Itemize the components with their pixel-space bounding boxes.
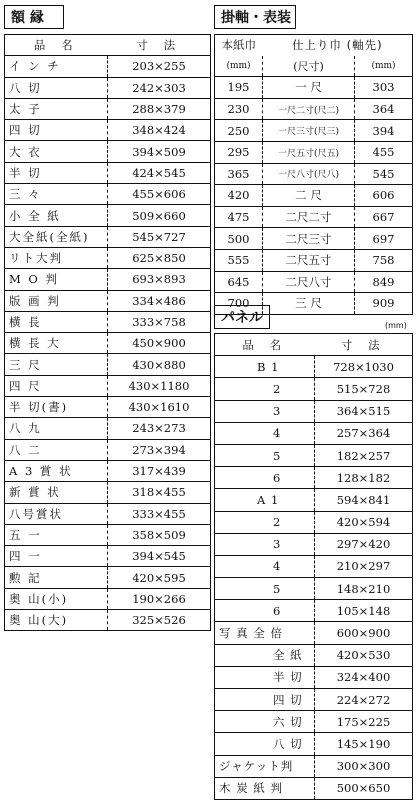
dimensions-cell: 455×606 — [108, 184, 211, 205]
dimensions-cell: 509×660 — [108, 205, 211, 226]
table-row — [215, 689, 413, 711]
base-width-cell: 295 — [215, 141, 263, 163]
table-row — [215, 578, 413, 600]
finished-width-cell: 606 — [355, 185, 413, 207]
item-name-cell: 半 切 — [215, 666, 315, 688]
dimensions-cell: 394×509 — [108, 141, 211, 162]
shakusun-cell: 一尺八寸(尺八) — [263, 163, 355, 185]
dimensions-cell: 333×455 — [108, 503, 211, 524]
dimensions-cell: 728×1030 — [315, 356, 413, 378]
dimensions-cell: 242×303 — [108, 77, 211, 98]
dimensions-cell: 243×273 — [108, 418, 211, 439]
finished-width-cell: 394 — [355, 120, 413, 142]
item-name-cell: 5 — [215, 578, 315, 600]
table-row — [215, 249, 413, 271]
table-header-row — [5, 35, 211, 56]
table-row — [5, 141, 211, 162]
item-name-cell: 横 長 — [5, 311, 108, 332]
table-row — [5, 354, 211, 375]
shakusun-cell: 一尺二寸(尺二) — [263, 98, 355, 120]
table-row — [215, 444, 413, 466]
table-row — [215, 228, 413, 250]
table-row — [215, 489, 413, 511]
finished-width-cell: 697 — [355, 228, 413, 250]
item-name-cell: 大全紙(全紙) — [5, 226, 108, 247]
dimensions-cell: 300×300 — [315, 755, 413, 777]
base-width-cell: 645 — [215, 271, 263, 293]
table-row — [215, 511, 413, 533]
table-row — [215, 622, 413, 644]
dimensions-cell: 175×225 — [315, 711, 413, 733]
table-row — [5, 397, 211, 418]
finished-width-cell: 364 — [355, 98, 413, 120]
item-name-cell: 八号賞状 — [5, 503, 108, 524]
header-item-name: 品 名 — [5, 35, 108, 56]
item-name-cell: リト大判 — [5, 247, 108, 268]
base-width-cell: 420 — [215, 185, 263, 207]
table-row — [5, 503, 211, 524]
table-row — [215, 555, 413, 577]
finished-width-cell: 849 — [355, 271, 413, 293]
table-row — [215, 600, 413, 622]
dimensions-cell: 500×650 — [315, 777, 413, 799]
dimensions-cell: 273×394 — [108, 439, 211, 460]
item-name-cell: 4 — [215, 555, 315, 577]
table-row — [5, 546, 211, 567]
table-row — [215, 533, 413, 555]
header-finished-width: 仕上り巾 (軸先) — [291, 38, 383, 53]
shakusun-cell: 二尺八寸 — [263, 271, 355, 293]
table-row — [5, 269, 211, 290]
base-width-cell: 230 — [215, 98, 263, 120]
dimensions-cell: 594×841 — [315, 489, 413, 511]
item-name-cell: 写 真 全 倍 — [215, 622, 315, 644]
item-name-cell: A 1 — [215, 489, 315, 511]
dimensions-cell: 257×364 — [315, 422, 413, 444]
base-width-cell: 195 — [215, 77, 263, 99]
shakusun-cell: 一尺五寸(尺五) — [263, 141, 355, 163]
shakusun-cell: 二尺二寸 — [263, 206, 355, 228]
table-header-row — [215, 334, 413, 356]
dimensions-cell: 545×727 — [108, 226, 211, 247]
table-row — [5, 205, 211, 226]
item-name-cell: 6 — [215, 600, 315, 622]
table-row — [215, 271, 413, 293]
gakubuchi-title: 額 縁 — [4, 5, 64, 29]
table-row — [215, 644, 413, 666]
table-row — [5, 184, 211, 205]
dimensions-cell: 430×1610 — [108, 397, 211, 418]
item-name-cell: 木 炭 紙 判 — [215, 777, 315, 799]
dimensions-cell: 297×420 — [315, 533, 413, 555]
item-name-cell: 八 九 — [5, 418, 108, 439]
table-row — [215, 98, 413, 120]
finished-width-cell: 909 — [355, 293, 413, 315]
dimensions-cell: 450×900 — [108, 333, 211, 354]
dimensions-cell: 515×728 — [315, 378, 413, 400]
dimensions-cell: 224×272 — [315, 689, 413, 711]
table-row — [5, 460, 211, 481]
table-row — [215, 77, 413, 99]
header-dimensions: 寸 法 — [315, 334, 413, 356]
dimensions-cell: 424×545 — [108, 162, 211, 183]
dimensions-cell: 364×515 — [315, 400, 413, 422]
item-name-cell: M O 判 — [5, 269, 108, 290]
shakusun-cell: 三 尺 — [263, 293, 355, 315]
header-item-name: 品 名 — [215, 334, 315, 356]
item-name-cell: 勲 記 — [5, 567, 108, 588]
item-name-cell: B 1 — [215, 356, 315, 378]
dimensions-cell: 430×880 — [108, 354, 211, 375]
table-row — [5, 588, 211, 609]
base-width-cell: 700 — [215, 293, 263, 315]
item-name-cell: 八 切 — [215, 733, 315, 755]
table-row — [5, 375, 211, 396]
table-row — [215, 422, 413, 444]
dimensions-cell: 128×182 — [315, 467, 413, 489]
table-row — [215, 711, 413, 733]
item-name-cell: 四 尺 — [5, 375, 108, 396]
dimensions-cell: 324×400 — [315, 666, 413, 688]
item-name-cell: 四 一 — [5, 546, 108, 567]
item-name-cell: A 3 賞 状 — [5, 460, 108, 481]
table-row — [215, 400, 413, 422]
table-row — [215, 120, 413, 142]
dimensions-cell: 394×545 — [108, 546, 211, 567]
dimensions-cell: 420×595 — [108, 567, 211, 588]
dimensions-cell: 148×210 — [315, 578, 413, 600]
item-name-cell: 八 二 — [5, 439, 108, 460]
unit-shakusun: (尺寸) — [263, 56, 355, 77]
dimensions-cell: 358×509 — [108, 524, 211, 545]
shakusun-cell: 二 尺 — [263, 185, 355, 207]
dimensions-cell: 145×190 — [315, 733, 413, 755]
header-base-width: 本紙巾 — [221, 38, 256, 53]
item-name-cell: 版 画 判 — [5, 290, 108, 311]
dimensions-cell: 182×257 — [315, 444, 413, 466]
table-row — [5, 98, 211, 119]
item-name-cell: 5 — [215, 444, 315, 466]
table-row — [5, 162, 211, 183]
kakejiku-title: 掛軸・表装 — [214, 5, 296, 29]
item-name-cell: 奥 山(小) — [5, 588, 108, 609]
dimensions-cell: 333×758 — [108, 311, 211, 332]
unit-mm: (mm) — [355, 56, 413, 77]
item-name-cell: 2 — [215, 378, 315, 400]
base-width-cell: 250 — [215, 120, 263, 142]
dimensions-cell: 318×455 — [108, 482, 211, 503]
item-name-cell: 半 切(書) — [5, 397, 108, 418]
table-row — [215, 141, 413, 163]
item-name-cell: 4 — [215, 422, 315, 444]
table-row — [215, 733, 413, 755]
table-row — [5, 610, 211, 631]
item-name-cell: ジャケット判 — [215, 755, 315, 777]
dimensions-cell: 600×900 — [315, 622, 413, 644]
dimensions-cell: 288×379 — [108, 98, 211, 119]
item-name-cell: 小 全 紙 — [5, 205, 108, 226]
item-name-cell: 六 切 — [215, 711, 315, 733]
table-row — [5, 524, 211, 545]
table-unit-row — [215, 56, 413, 77]
dimensions-cell: 693×893 — [108, 269, 211, 290]
finished-width-cell: 545 — [355, 163, 413, 185]
dimensions-cell: 348×424 — [108, 120, 211, 141]
item-name-cell: 八 切 — [5, 77, 108, 98]
kakejiku-table — [214, 34, 413, 315]
base-width-cell: 365 — [215, 163, 263, 185]
table-row — [215, 666, 413, 688]
table-row — [5, 290, 211, 311]
finished-width-cell: 455 — [355, 141, 413, 163]
table-row — [5, 418, 211, 439]
table-row — [215, 206, 413, 228]
finished-width-cell: 667 — [355, 206, 413, 228]
item-name-cell: 大 衣 — [5, 141, 108, 162]
item-name-cell: 全 紙 — [215, 644, 315, 666]
table-header-row — [215, 35, 413, 56]
item-name-cell: 三 々 — [5, 184, 108, 205]
panel-unit: (mm) — [385, 321, 407, 330]
table-row — [215, 185, 413, 207]
panel-table — [214, 333, 413, 800]
table-row — [5, 120, 211, 141]
item-name-cell: 四 切 — [215, 689, 315, 711]
finished-width-cell: 758 — [355, 249, 413, 271]
table-row — [5, 567, 211, 588]
dimensions-cell: 317×439 — [108, 460, 211, 481]
item-name-cell: 奥 山(大) — [5, 610, 108, 631]
item-name-cell: 三 尺 — [5, 354, 108, 375]
table-row — [5, 439, 211, 460]
table-row — [215, 467, 413, 489]
table-row — [5, 226, 211, 247]
base-width-cell: 555 — [215, 249, 263, 271]
table-row — [5, 247, 211, 268]
dimensions-cell: 625×850 — [108, 247, 211, 268]
unit-mm: (mm) — [215, 56, 263, 77]
table-row — [215, 378, 413, 400]
table-row — [215, 356, 413, 378]
table-row — [215, 777, 413, 799]
shakusun-cell: 一 尺 — [263, 77, 355, 99]
table-row — [5, 311, 211, 332]
item-name-cell: 2 — [215, 511, 315, 533]
shakusun-cell: 一尺三寸(尺三) — [263, 120, 355, 142]
item-name-cell: 四 切 — [5, 120, 108, 141]
finished-width-cell: 303 — [355, 77, 413, 99]
header-dimensions: 寸 法 — [108, 35, 211, 56]
base-width-cell: 500 — [215, 228, 263, 250]
shakusun-cell: 二尺三寸 — [263, 228, 355, 250]
dimensions-cell: 325×526 — [108, 610, 211, 631]
table-row — [5, 77, 211, 98]
base-width-cell: 475 — [215, 206, 263, 228]
item-name-cell: イ ン チ — [5, 56, 108, 77]
item-name-cell: 6 — [215, 467, 315, 489]
dimensions-cell: 430×1180 — [108, 375, 211, 396]
item-name-cell: 半 切 — [5, 162, 108, 183]
table-row — [5, 56, 211, 77]
dimensions-cell: 203×255 — [108, 56, 211, 77]
gakubuchi-table — [4, 34, 211, 631]
item-name-cell: 五 一 — [5, 524, 108, 545]
dimensions-cell: 420×530 — [315, 644, 413, 666]
table-row — [5, 482, 211, 503]
item-name-cell: 太 子 — [5, 98, 108, 119]
table-row — [215, 755, 413, 777]
item-name-cell: 新 賞 状 — [5, 482, 108, 503]
item-name-cell: 3 — [215, 533, 315, 555]
item-name-cell: 3 — [215, 400, 315, 422]
table-row — [5, 333, 211, 354]
dimensions-cell: 420×594 — [315, 511, 413, 533]
dimensions-cell: 105×148 — [315, 600, 413, 622]
dimensions-cell: 334×486 — [108, 290, 211, 311]
panel-title: パネル — [214, 305, 270, 329]
dimensions-cell: 190×266 — [108, 588, 211, 609]
item-name-cell: 横 長 大 — [5, 333, 108, 354]
shakusun-cell: 二尺五寸 — [263, 249, 355, 271]
table-row — [215, 163, 413, 185]
dimensions-cell: 210×297 — [315, 555, 413, 577]
